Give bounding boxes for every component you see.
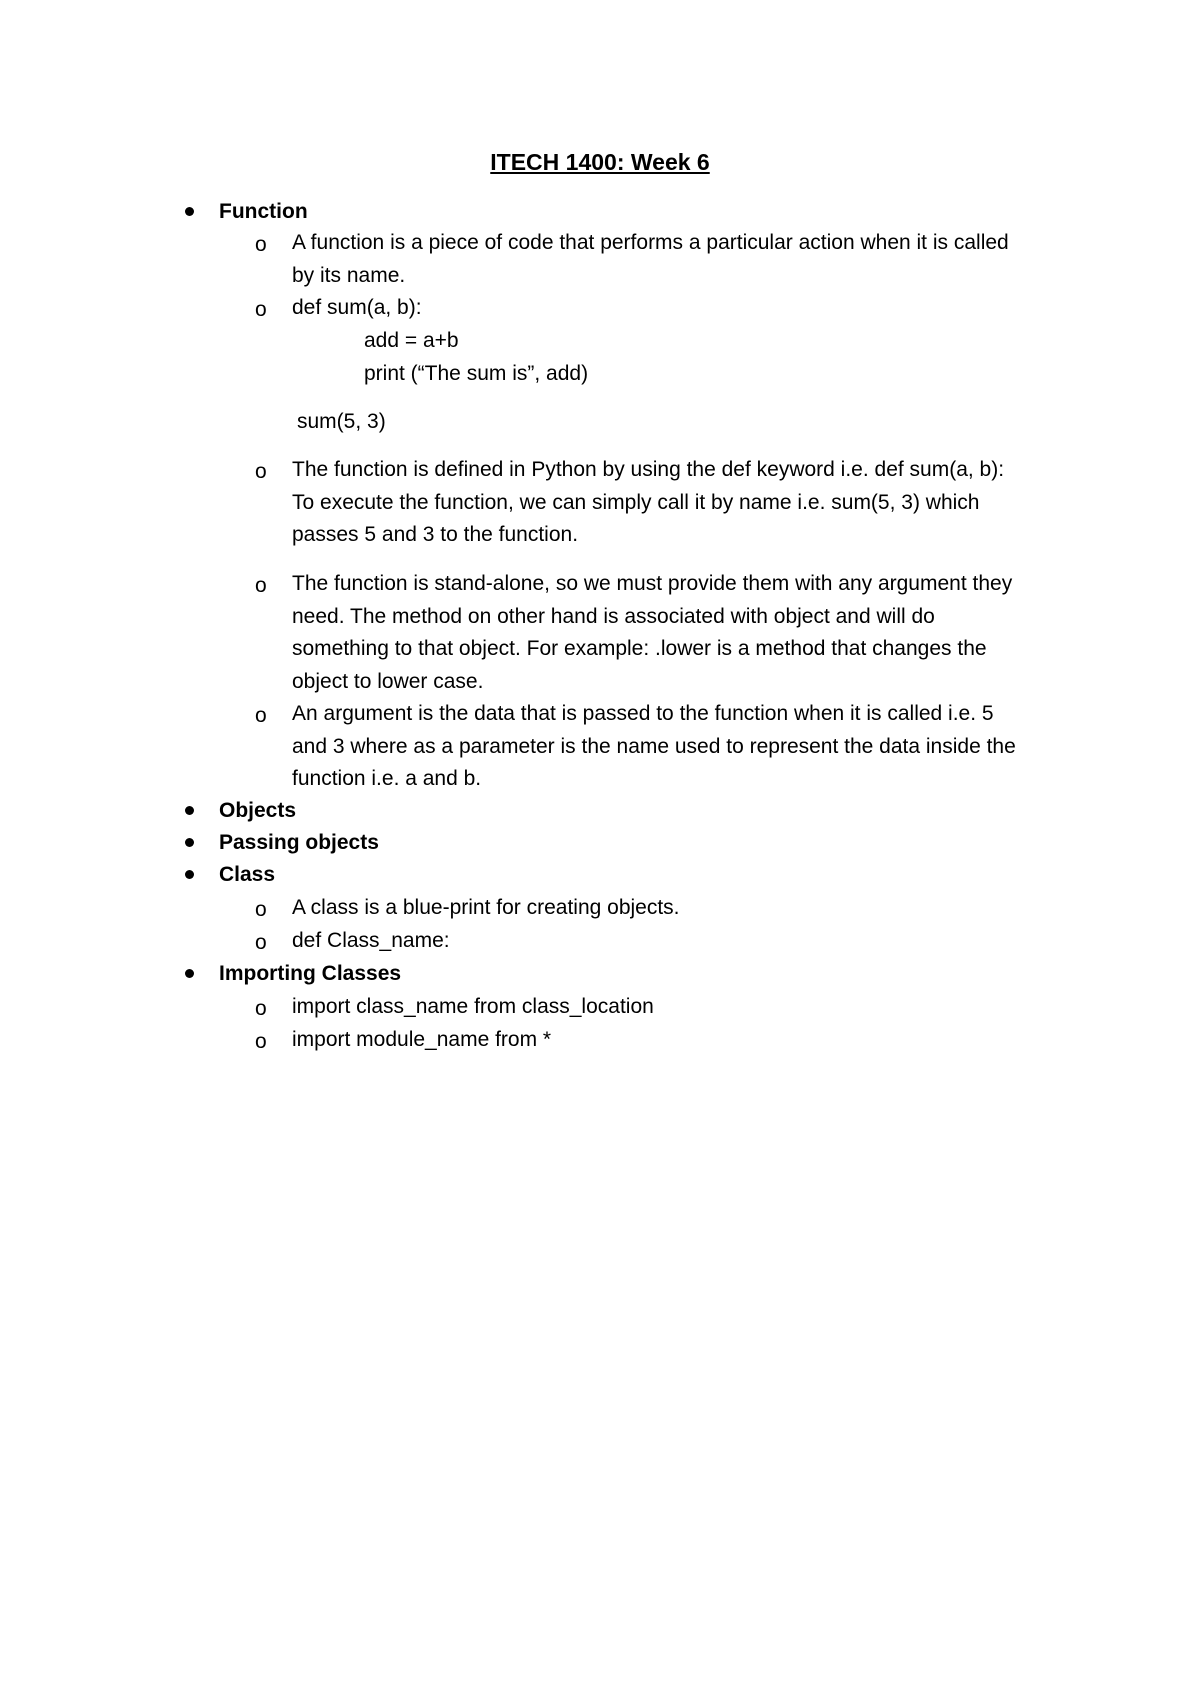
sub-bullet-icon: o [255, 298, 267, 321]
sub-bullet-icon: o [255, 898, 267, 921]
function-definition: A function is a piece of code that performs a particular action when it is called by its name. [292, 231, 1009, 287]
import-line-2: import module_name from * [292, 1028, 552, 1051]
function-vs-method-explanation: The function is stand-alone, so we must provide them with any argument they need. The method on other hand is associated with object and will do something to that object. For example: .lower is a method that changes the object to lower case. [292, 572, 1013, 693]
bullet-icon [185, 207, 194, 216]
bullet-icon [185, 870, 194, 879]
sub-bullet-icon: o [255, 460, 267, 483]
argument-explanation: An argument is the data that is passed to the function when it is called i.e. 5 and 3 where as a parameter is the name used to represent the data inside the function i.e. a and b. [292, 702, 1016, 790]
sub-bullet-icon: o [255, 574, 267, 597]
page-title: ITECH 1400: Week 6 [490, 149, 710, 175]
code-print-line: print (“The sum is”, add) [364, 362, 589, 385]
importing-classes-heading: Importing Classes [219, 962, 402, 985]
class-heading: Class [219, 863, 276, 886]
class-definition: A class is a blue-print for creating objects. [292, 896, 680, 919]
code-def-line: def sum(a, b): [292, 296, 422, 319]
sub-bullet-icon: o [255, 997, 267, 1020]
sub-bullet-icon: o [255, 1030, 267, 1053]
class-syntax: def Class_name: [292, 929, 450, 952]
bullet-icon [185, 806, 194, 815]
import-line-1: import class_name from class_location [292, 995, 654, 1018]
code-add-line: add = a+b [364, 329, 459, 352]
sub-bullet-icon: o [255, 931, 267, 954]
objects-heading: Objects [219, 799, 297, 822]
passing-objects-heading: Passing objects [219, 831, 379, 854]
bullet-icon [185, 969, 194, 978]
sub-bullet-icon: o [255, 233, 267, 256]
sub-bullet-icon: o [255, 704, 267, 727]
function-def-explanation: The function is defined in Python by using the def keyword i.e. def sum(a, b): To execute the function, we can simply call it by name i.e. sum(5, 3) which passes 5 and 3 to the function. [292, 458, 1005, 546]
code-call-line: sum(5, 3) [297, 410, 386, 433]
bullet-icon [185, 838, 194, 847]
function-heading: Function [219, 200, 308, 223]
